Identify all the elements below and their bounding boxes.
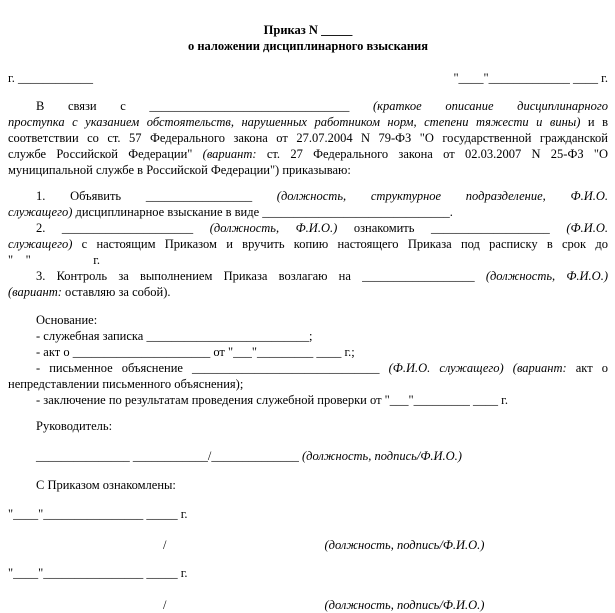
- italic-annotation: (краткое описание дисциплинарного: [373, 99, 608, 113]
- text-run: Руководитель:: [36, 419, 113, 433]
- intro-line-5: [8, 162, 608, 178]
- item-2-line-1: [8, 220, 608, 236]
- text-run: службе Российской Федерации": [8, 147, 203, 161]
- text-run: соответствии со ст. 57 Федерального закона от 27.07.2004 N 79-ФЗ "О государственной гражданской: [8, 131, 608, 145]
- item-2-date-blank: [8, 252, 608, 268]
- signature-slash: /: [163, 538, 167, 552]
- city-blank: г. ____________: [8, 71, 93, 85]
- basis-section: [8, 312, 608, 408]
- italic-annotation: проступка с указанием обстоятельств, нарушенных работником норм, степени тяжести и вины): [8, 115, 581, 129]
- italic-annotation: (должность, Ф.И.О.): [485, 269, 608, 283]
- basis-explanation-line: [8, 360, 608, 376]
- italic-annotation: служащего): [8, 205, 73, 219]
- basis-conclusion-line: [8, 392, 608, 408]
- basis-memo-line: [8, 328, 608, 344]
- city-date-row: [8, 70, 608, 86]
- text-run: - акт о ______________________ от "___"_________ ____ г.;: [36, 345, 355, 359]
- intro-paragraph: [8, 98, 608, 178]
- text-run: и в: [580, 115, 608, 129]
- basis-explanation-wrap-line: [8, 376, 608, 392]
- italic-annotation: служащего): [8, 237, 73, 251]
- date-blank: "____"________________ _____ г.: [8, 566, 188, 580]
- text-run: - заключение по результатам проведения служебной проверки от "___"_________ ____ г.: [36, 393, 508, 407]
- signature-slash: /: [163, 598, 167, 612]
- text-run: В связи с ________________________________: [36, 99, 373, 113]
- acknowledgment-signature-line: [8, 537, 608, 553]
- acknowledgment-signature-line: [8, 597, 608, 613]
- head-label: [8, 418, 608, 434]
- basis-act-line: [8, 344, 608, 360]
- text-run: оставляю за собой).: [61, 285, 171, 299]
- text-run: Основание:: [36, 313, 98, 327]
- acknowledgment-date-line: [8, 565, 608, 581]
- italic-annotation: (должность, Ф.И.О.): [209, 221, 338, 235]
- text-run: ст. 27 Федерального закона от 02.03.2007 N 25-ФЗ "О: [256, 147, 608, 161]
- item-3-line-2: [8, 284, 608, 300]
- text-run: ознакомить ___________________: [337, 221, 567, 235]
- italic-annotation: (вариант:: [503, 361, 567, 375]
- order-title-number: Приказ N _____: [263, 23, 353, 37]
- text-run: муниципальной службе в Российской Федерации") приказываю:: [8, 163, 351, 177]
- item-1-line-2: [8, 204, 608, 220]
- italic-annotation: (должность, подпись/Ф.И.О.): [324, 598, 485, 612]
- text-run: 1. Объявить _________________: [36, 189, 277, 203]
- text-run: акт о: [566, 361, 608, 375]
- text-run: - служебная записка __________________________;: [36, 329, 313, 343]
- head-signature-line: [8, 448, 608, 464]
- text-run: 3. Контроль за выполнением Приказа возлагаю на __________________: [36, 269, 486, 283]
- italic-annotation: (должность, структурное подразделение, Ф.И.О.: [276, 189, 608, 203]
- italic-annotation: (должность, подпись/Ф.И.О.): [324, 538, 485, 552]
- intro-line-3: [8, 130, 608, 146]
- text-run: с настоящим Приказом и вручить копию настоящего Приказа под расписку в срок до: [72, 237, 608, 251]
- intro-line-2: [8, 114, 608, 130]
- italic-annotation: (Ф.И.О.: [566, 221, 608, 235]
- order-title-subject: о наложении дисциплинарного взыскания: [187, 39, 429, 53]
- order-items: [8, 188, 608, 300]
- text-run: непредставлении письменного объяснения);: [8, 377, 244, 391]
- text-run: С Приказом ознакомлены:: [36, 478, 176, 492]
- text-run: - письменное объяснение ______________________________: [36, 361, 389, 375]
- item-3-line-1: [8, 268, 608, 284]
- acknowledgment-date-line: [8, 506, 608, 522]
- text-run: дисциплинарное взыскание в виде ______________________________.: [72, 205, 453, 219]
- acknowledgment-label: [8, 477, 608, 493]
- date-blank: "____"_____________ ____ г.: [453, 71, 608, 85]
- italic-annotation: (вариант:: [8, 285, 62, 299]
- intro-line-4: [8, 146, 608, 162]
- basis-heading: [8, 312, 608, 328]
- date-blank: "____"________________ _____ г.: [8, 507, 188, 521]
- italic-annotation: (вариант:: [202, 147, 257, 161]
- item-2-line-2: [8, 236, 608, 252]
- italic-annotation: (Ф.И.О. служащего): [388, 361, 504, 375]
- text-run: " " г.: [8, 253, 101, 267]
- italic-annotation: (должность, подпись/Ф.И.О.): [301, 449, 462, 463]
- signature-blank: _______________ ____________/______________: [36, 449, 302, 463]
- text-run: 2. _____________________: [36, 221, 210, 235]
- item-1-line-1: [8, 188, 608, 204]
- intro-line-1: [8, 98, 608, 114]
